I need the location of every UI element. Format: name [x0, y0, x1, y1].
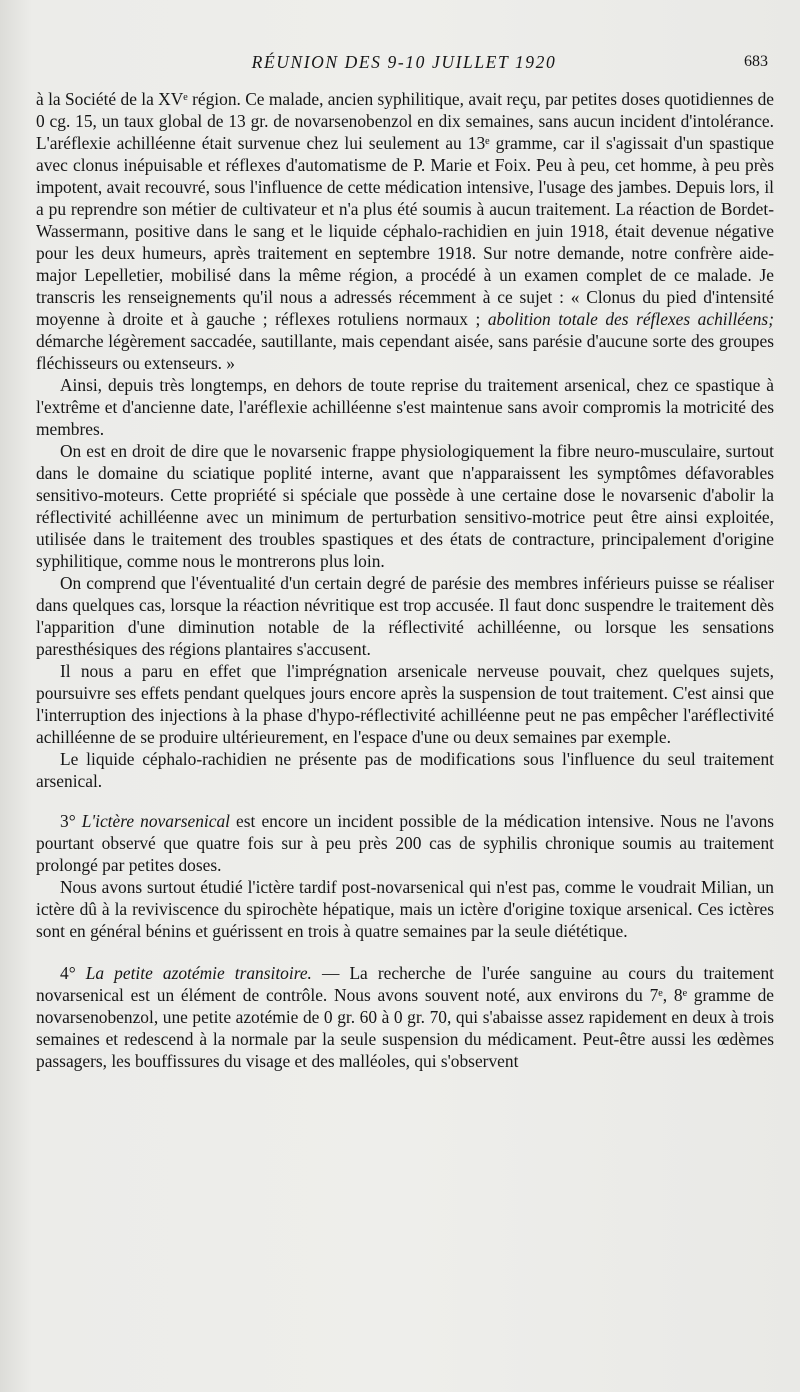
paragraph-3: On est en droit de dire que le novarsenic frappe physiologiquement la fibre neuro-musculaire, surtout dans le domaine du sciatique poplité interne, avant que n'apparaissent les symptômes défavorables sensitivo-moteurs. Cette propriété si spéciale que possède à une certaine dose le novarsenic d'abolir la réflectivité achilléenne avec un minimum de perturbation sensitivo-motrice peut être ainsi exploitée, utilisée dans le traitement des troubles spastiques et des états de contracture, principalement d'origine syphilitique, comme nous le montrerons plus loin.: [36, 441, 774, 571]
body-text: [36, 88, 774, 1072]
item-number: 3°: [60, 811, 82, 831]
paragraph-1: [36, 88, 774, 374]
section-3: [36, 810, 774, 876]
paragraph-7: Nous avons surtout étudié l'ictère tardif post-novarsenical qui n'est pas, comme le voudrait Milian, un ictère dû à la reviviscence du spirochète hépatique, mais un ictère d'origine toxique arsenical. Ces ictères sont en général bénins et guérissent en trois à quatre semaines par la seule diététique.: [36, 877, 774, 941]
paragraph-text: est encore un incident possible de la médication intensive. Nous ne l'avons pourtant observé que quatre fois sur à peu près 200 cas de syphilis chronique soumis au traitement prolongé par petites doses.: [36, 811, 775, 875]
page-header: [36, 52, 772, 78]
paragraph-text: — La recherche de l'urée sanguine au cours du traitement novarsenical est un élément de contrôle. Nous avons souvent noté, aux environs du 7ᵉ, 8ᵉ gramme de novarsenobenzol, une petite azotémie de 0 gr. 60 à 0 gr. 70, qui s'abaisse assez rapidement en deux à trois semaines et redescend à la normale par la seule suspension du médicament. Peut-être aussi les œdèmes passagers, les bouffissures du visage et des malléoles, qui s'observent: [36, 963, 775, 1071]
paragraph-2: Ainsi, depuis très longtemps, en dehors de toute reprise du traitement arsenical, chez ce spastique à l'extrême et d'ancienne date, l'aréflexie achilléenne s'est maintenue sans avoir compromis la motricité des membres.: [36, 375, 774, 439]
running-title: RÉUNION DES 9-10 JUILLET 1920: [251, 52, 557, 72]
item-heading: L'ictère novarsenical: [81, 811, 230, 831]
paragraph-5: Il nous a paru en effet que l'imprégnation arsenicale nerveuse pouvait, chez quelques sujets, poursuivre ses effets pendant quelques jours encore après la suspension de tout traitement. C'est ainsi que l'interruption des injections à la phase d'hypo-réflectivité achilléenne peut ne pas empêcher l'aréflectivité achilléenne de se produire ultérieurement, en l'espace d'une ou deux semaines par exemple.: [36, 661, 774, 747]
paragraph-6: Le liquide céphalo-rachidien ne présente pas de modifications sous l'influence du seul traitement arsenical.: [36, 749, 774, 791]
item-number: 4°: [60, 963, 86, 983]
paragraph-text: démarche légèrement saccadée, sautillante, mais cependant aisée, sans parésie d'aucune sorte des groupes fléchisseurs ou extenseurs. »: [36, 331, 774, 373]
item-heading: La petite azotémie transitoire.: [85, 963, 312, 983]
section-4: [36, 962, 774, 1072]
paragraph-4: On comprend que l'éventualité d'un certain degré de parésie des membres inférieurs puisse se réaliser dans quelques cas, lorsque la réaction névritique est trop accusée. Il faut donc suspendre le traitement dès l'apparition d'une diminution notable de la réflectivité achilléenne, ou lorsque les sensations paresthésiques des régions plantaires s'accusent.: [36, 573, 774, 659]
paragraph-text: à la Société de la XVᵉ région. Ce malade, ancien syphilitique, avait reçu, par petites doses quotidiennes de 0 cg. 15, un taux global de 13 gr. de novarsenobenzol en dix semaines, sans aucun incident d'intolérance. L'aréflexie achilléenne était survenue chez lui seulement au 13ᵉ gramme, car il s'agissait d'un spastique avec clonus inépuisable et réflexes d'automatisme de P. Marie et Foix. Peu à peu, cet homme, à peu près impotent, avait recouvré, sous l'influence de cette médication intensive, l'usage des jambes. Depuis lors, il a pu reprendre son métier de cultivateur et n'a plus été soumis à aucun traitement. La réaction de Bordet-Wassermann, positive dans le sang et le liquide céphalo-rachidien en juin 1918, était devenue négative pour les deux humeurs, après traitement en septembre 1918. Sur notre demande, notre confrère aide-major Lepelletier, mobilisé dans la même région, a procédé à un examen complet de ce malade. Je transcris les renseignements qu'il nous a adressés récemment à ce sujet : « Clonus du pied d'intensité moyenne à droite et à gauche ; réflexes rotuliens normaux ;: [36, 89, 775, 329]
page-number: 683: [744, 53, 768, 70]
emphasis: abolition totale des réflexes achilléens;: [487, 309, 774, 329]
